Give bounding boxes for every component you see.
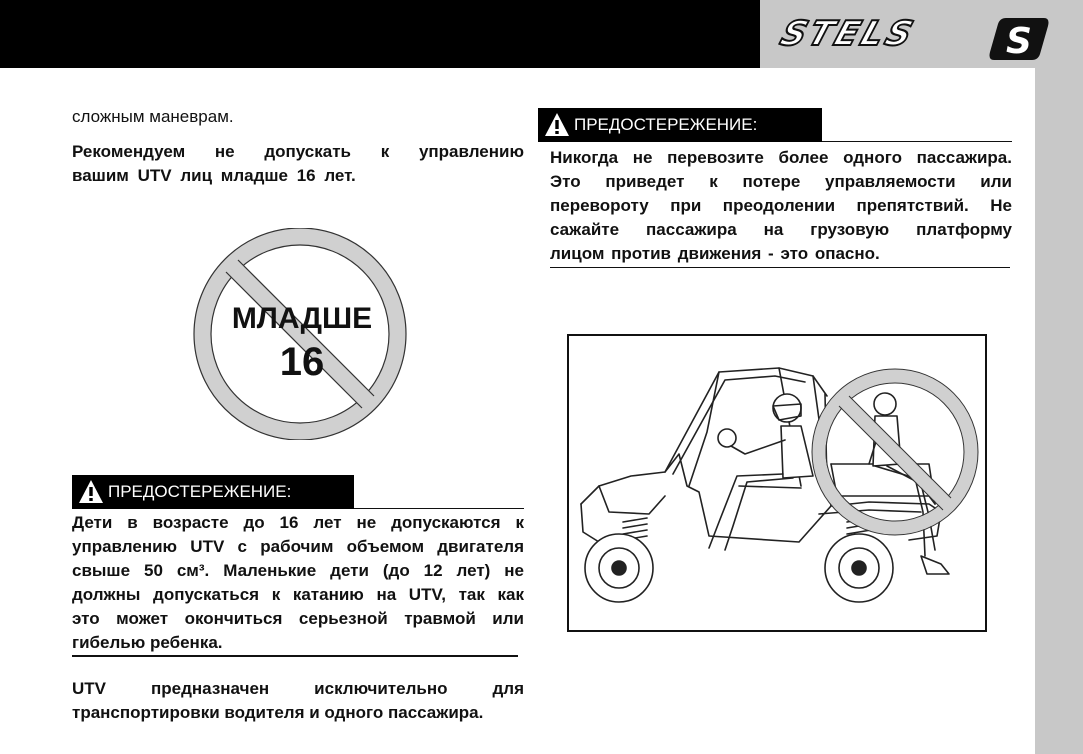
utv-line-1: UTV предназначен исключительно для — [72, 679, 524, 698]
right-warning-line-5: лицом против движения - это опасно. — [550, 244, 880, 263]
utv-passenger-drawing — [569, 336, 985, 630]
left-warning-header — [72, 475, 354, 509]
right-warning-line-2: Это приведет к потере управляемости или — [550, 172, 1012, 191]
right-warning-bottom-rule — [550, 267, 1010, 268]
utv-line-2: транспортировки водителя и одного пассажира. — [72, 703, 484, 722]
left-warning-line-5: это может окончиться серьезной травмой или — [72, 609, 524, 628]
left-warning-line-6: гибелью ребенка. — [72, 633, 223, 652]
recommend-line-2: вашим UTV лиц младше 16 лет. — [72, 166, 356, 185]
left-warning-title: ПРЕДОСТЕРЕЖЕНИЕ: — [108, 482, 292, 501]
right-warning-rule — [822, 141, 1012, 142]
left-warning-line-4: должны допускаться к катанию на UTV, так как — [72, 585, 524, 604]
recommend-line-1: Рекомендуем не допускать к управлению — [72, 142, 524, 161]
left-warning-line-2: управлению UTV с рабочим объемом двигателя — [72, 537, 524, 556]
badge-letter: S — [1006, 21, 1032, 62]
intro-text: сложным маневрам. — [72, 107, 234, 126]
right-warning-header — [538, 108, 822, 142]
under-16-prohibition-sign — [190, 228, 410, 440]
right-warning-title: ПРЕДОСТЕРЕЖЕНИЕ: — [574, 115, 758, 134]
header-bar — [0, 0, 760, 68]
utv-passenger-illustration — [567, 334, 987, 632]
page-sidebar — [1035, 68, 1083, 754]
right-warning-line-1: Никогда не перевозите более одного пассажира. — [550, 148, 1012, 167]
left-warning-line-3: свыше 50 см³. Маленькие дети (до 12 лет) не — [72, 561, 524, 580]
left-warning-line-1: Дети в возрасте до 16 лет не допускаются к — [72, 513, 524, 532]
sign-number: 16 — [279, 340, 325, 384]
left-warning-rule — [354, 508, 524, 509]
sign-word: МЛАДШЕ — [231, 302, 373, 335]
right-warning-line-4: сажайте пассажира на грузовую платформу — [550, 220, 1012, 239]
left-warning-bottom-rule — [72, 655, 518, 657]
warning-triangle-icon — [544, 112, 570, 138]
right-warning-line-3: перевороту при преодолении препятствий. Не — [550, 196, 1012, 215]
stels-logo: STELS — [775, 14, 921, 54]
warning-triangle-icon — [78, 479, 104, 505]
stels-badge-icon — [988, 16, 1050, 62]
